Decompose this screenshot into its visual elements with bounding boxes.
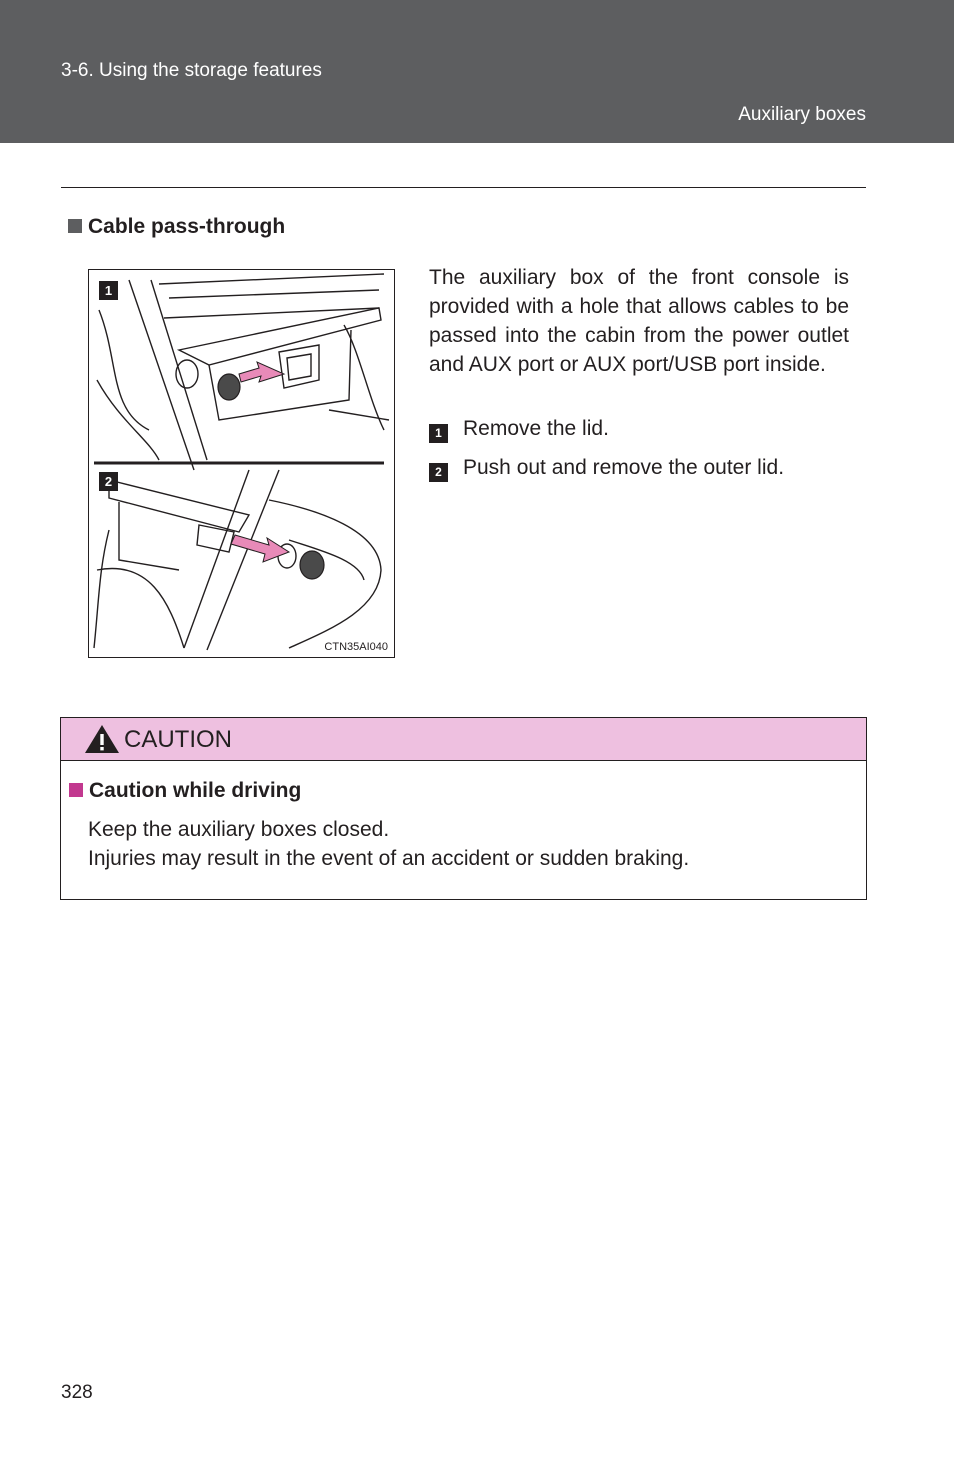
step-text: Remove the lid. bbox=[463, 417, 609, 440]
cable-pass-through-illustration bbox=[88, 269, 395, 658]
caution-title: CAUTION bbox=[124, 726, 232, 753]
warning-triangle-icon bbox=[84, 724, 120, 754]
caution-header bbox=[61, 718, 866, 761]
step-badge-2: 2 bbox=[429, 463, 448, 482]
console-drawing bbox=[89, 270, 394, 657]
figure-code: CTN35AI040 bbox=[324, 641, 388, 653]
caution-box bbox=[60, 717, 867, 900]
page-heading: Auxiliary boxes bbox=[738, 104, 866, 125]
caution-line-1: Keep the auxiliary boxes closed. bbox=[88, 818, 390, 841]
divider bbox=[61, 187, 866, 188]
step-2 bbox=[429, 456, 784, 482]
page-number: 328 bbox=[61, 1382, 93, 1403]
step-text: Push out and remove the outer lid. bbox=[463, 456, 785, 479]
page-header bbox=[0, 0, 954, 143]
step-1 bbox=[429, 417, 609, 443]
caution-subheading: Caution while driving bbox=[69, 779, 301, 803]
cable-description: The auxiliary box of the front console is provided with a hole that allows cables to be passed into the cabin from the power outlet and AUX port or AUX port/USB port inside. bbox=[429, 266, 849, 376]
figure-badge-1: 1 bbox=[99, 281, 118, 300]
square-bullet-icon bbox=[68, 219, 82, 233]
section-label: 3-6. Using the storage features bbox=[61, 60, 322, 81]
figure-badge-2: 2 bbox=[99, 472, 118, 491]
square-bullet-icon bbox=[69, 783, 83, 797]
caution-line-2: Injuries may result in the event of an accident or sudden braking. bbox=[88, 847, 690, 870]
step-badge-1: 1 bbox=[429, 424, 448, 443]
cable-pass-through-heading: Cable pass-through bbox=[68, 215, 285, 239]
